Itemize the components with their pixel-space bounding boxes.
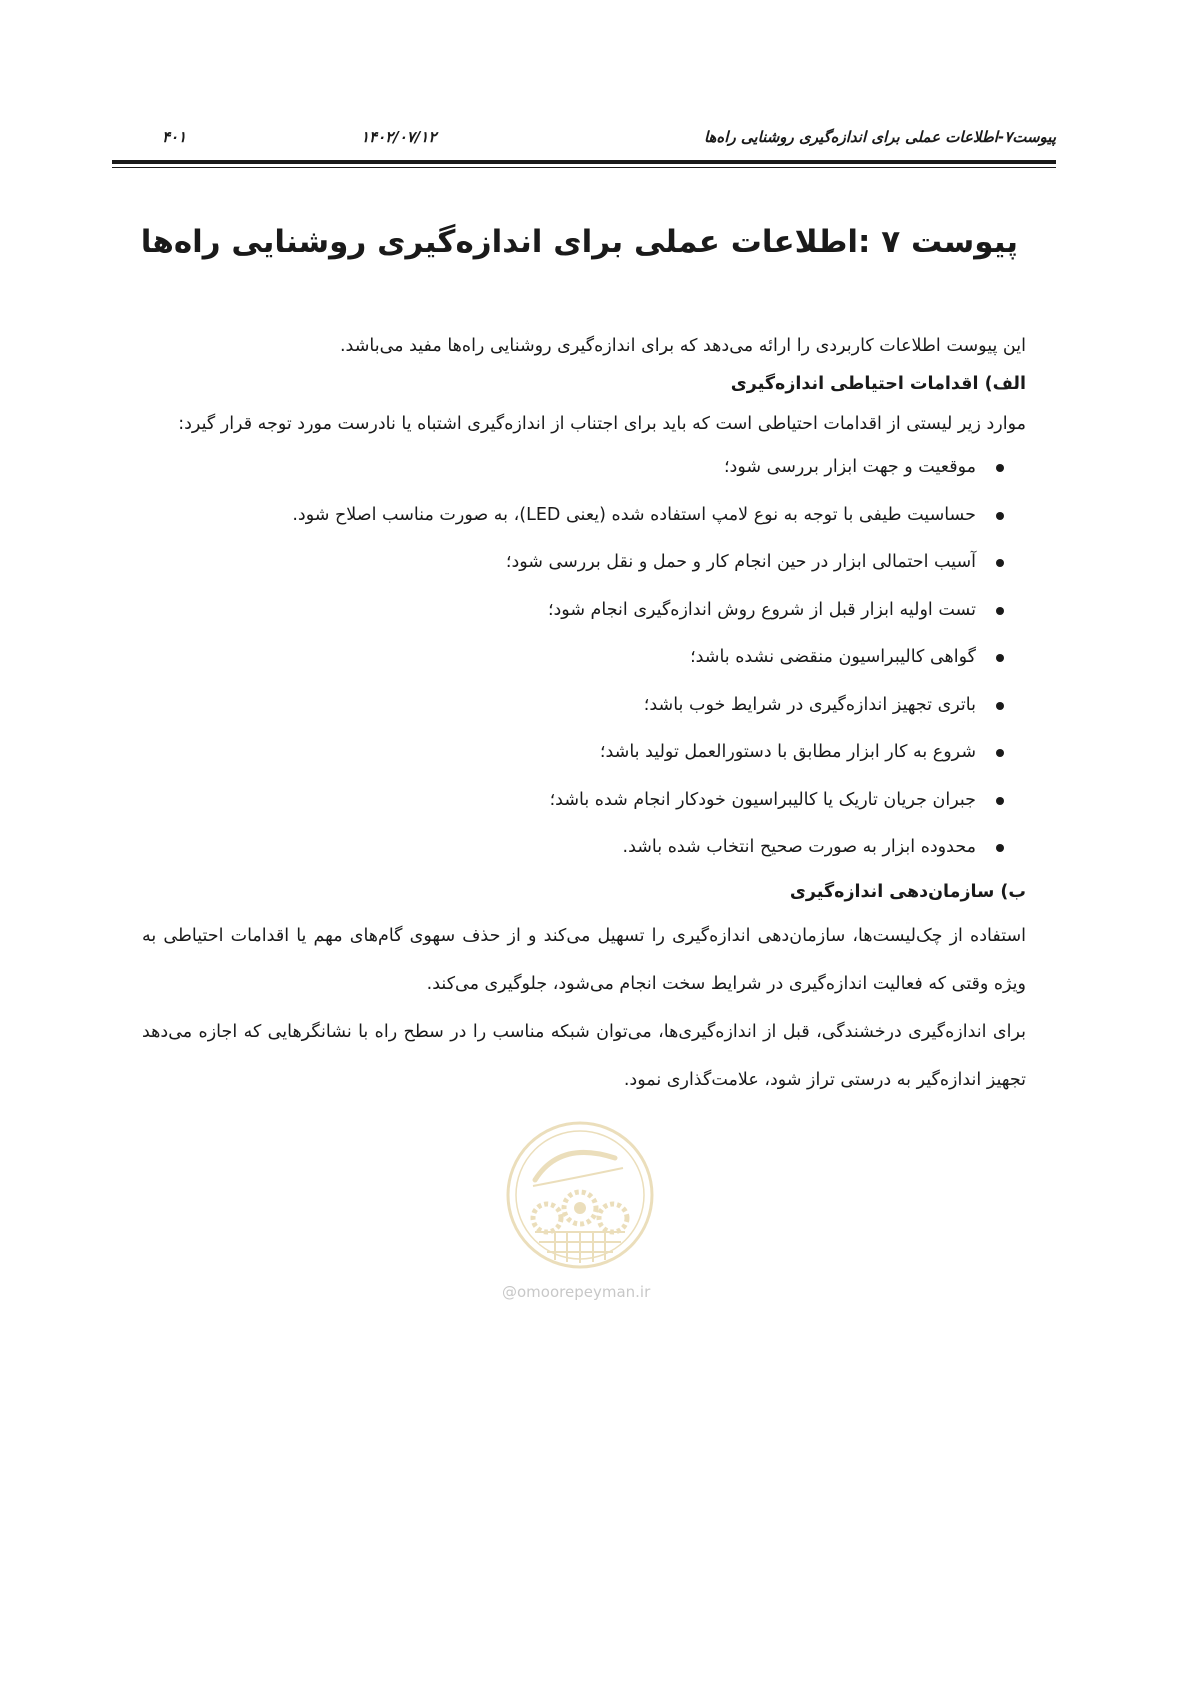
header-rule-thick [112, 160, 1056, 164]
section-b-heading: ب) سازمان‌دهی اندازه‌گیری [789, 881, 1026, 902]
header-date: ۱۴۰۲/۰۷/۱۲ [361, 128, 437, 146]
intro-paragraph: این پیوست اطلاعات کاربردی را ارائه می‌دهد که برای اندازه‌گیری روشنایی راه‌ها مفید می‌باشد. [339, 336, 1026, 356]
list-item: محدوده ابزار به صورت صحیح انتخاب شده باشد. [142, 824, 1004, 872]
list-item: جبران جریان تاریک یا کالیبراسیون خودکار انجام شده باشد؛ [142, 777, 1004, 825]
running-header [112, 128, 1056, 154]
list-item: موقعیت و جهت ابزار بررسی شود؛ [142, 444, 1004, 492]
watermark-site-text: @omoorepeyman.ir [502, 1283, 651, 1301]
list-item: شروع به کار ابزار مطابق با دستورالعمل تولید باشد؛ [142, 729, 1004, 777]
watermark-seal-logo [505, 1120, 655, 1270]
header-title: پیوست۷-اطلاعات عملی برای اندازه‌گیری روشنایی راه‌ها [703, 128, 1056, 146]
document-body [142, 328, 1026, 1104]
precautions-list [142, 444, 1026, 872]
section-a-lead: موارد زیر لیستی از اقدامات احتیاطی است که باید برای اجتناب از اندازه‌گیری اشتباه یا نادرست مورد توجه قرار گیرد: [178, 414, 1026, 434]
header-rule-thin [112, 167, 1056, 168]
section-a-heading: الف) اقدامات احتیاطی اندازه‌گیری [730, 374, 1026, 394]
list-item: باتری تجهیز اندازه‌گیری در شرایط خوب باشد؛ [142, 682, 1004, 730]
list-item: گواهی کالیبراسیون منقضی نشده باشد؛ [142, 634, 1004, 682]
page-number: ۴۰۱ [162, 128, 187, 146]
list-item: آسیب احتمالی ابزار در حین انجام کار و حمل و نقل بررسی شود؛ [142, 539, 1004, 587]
page-title: پیوست ۷ :اطلاعات عملی برای اندازه‌گیری روشنایی راه‌ها [140, 224, 1018, 260]
list-item: حساسیت طیفی با توجه به نوع لامپ استفاده شده (یعنی LED)، به صورت مناسب اصلاح شود. [142, 492, 1004, 540]
list-item: تست اولیه ابزار قبل از شروع روش اندازه‌گیری انجام شود؛ [142, 587, 1004, 635]
section-b-paragraph-1: استفاده از چک‌لیست‌ها، سازمان‌دهی اندازه‌گیری را تسهیل می‌کند و از حذف سهوی گام‌های مهم یا اقدامات احتیاطی به ویژه وقتی که فعالیت اندازه‌گیری در شرایط سخت انجام می‌شود، جلوگیری می‌کند. [142, 925, 1026, 994]
section-b-paragraph-2: برای اندازه‌گیری درخشندگی، قبل از اندازه‌گیری‌ها، می‌توان شبکه مناسب را در سطح راه با نشانگرهایی که اجازه می‌دهد تجهیز اندازه‌گیر به درستی تراز شود، علامت‌گذاری نمود. [142, 1021, 1026, 1090]
